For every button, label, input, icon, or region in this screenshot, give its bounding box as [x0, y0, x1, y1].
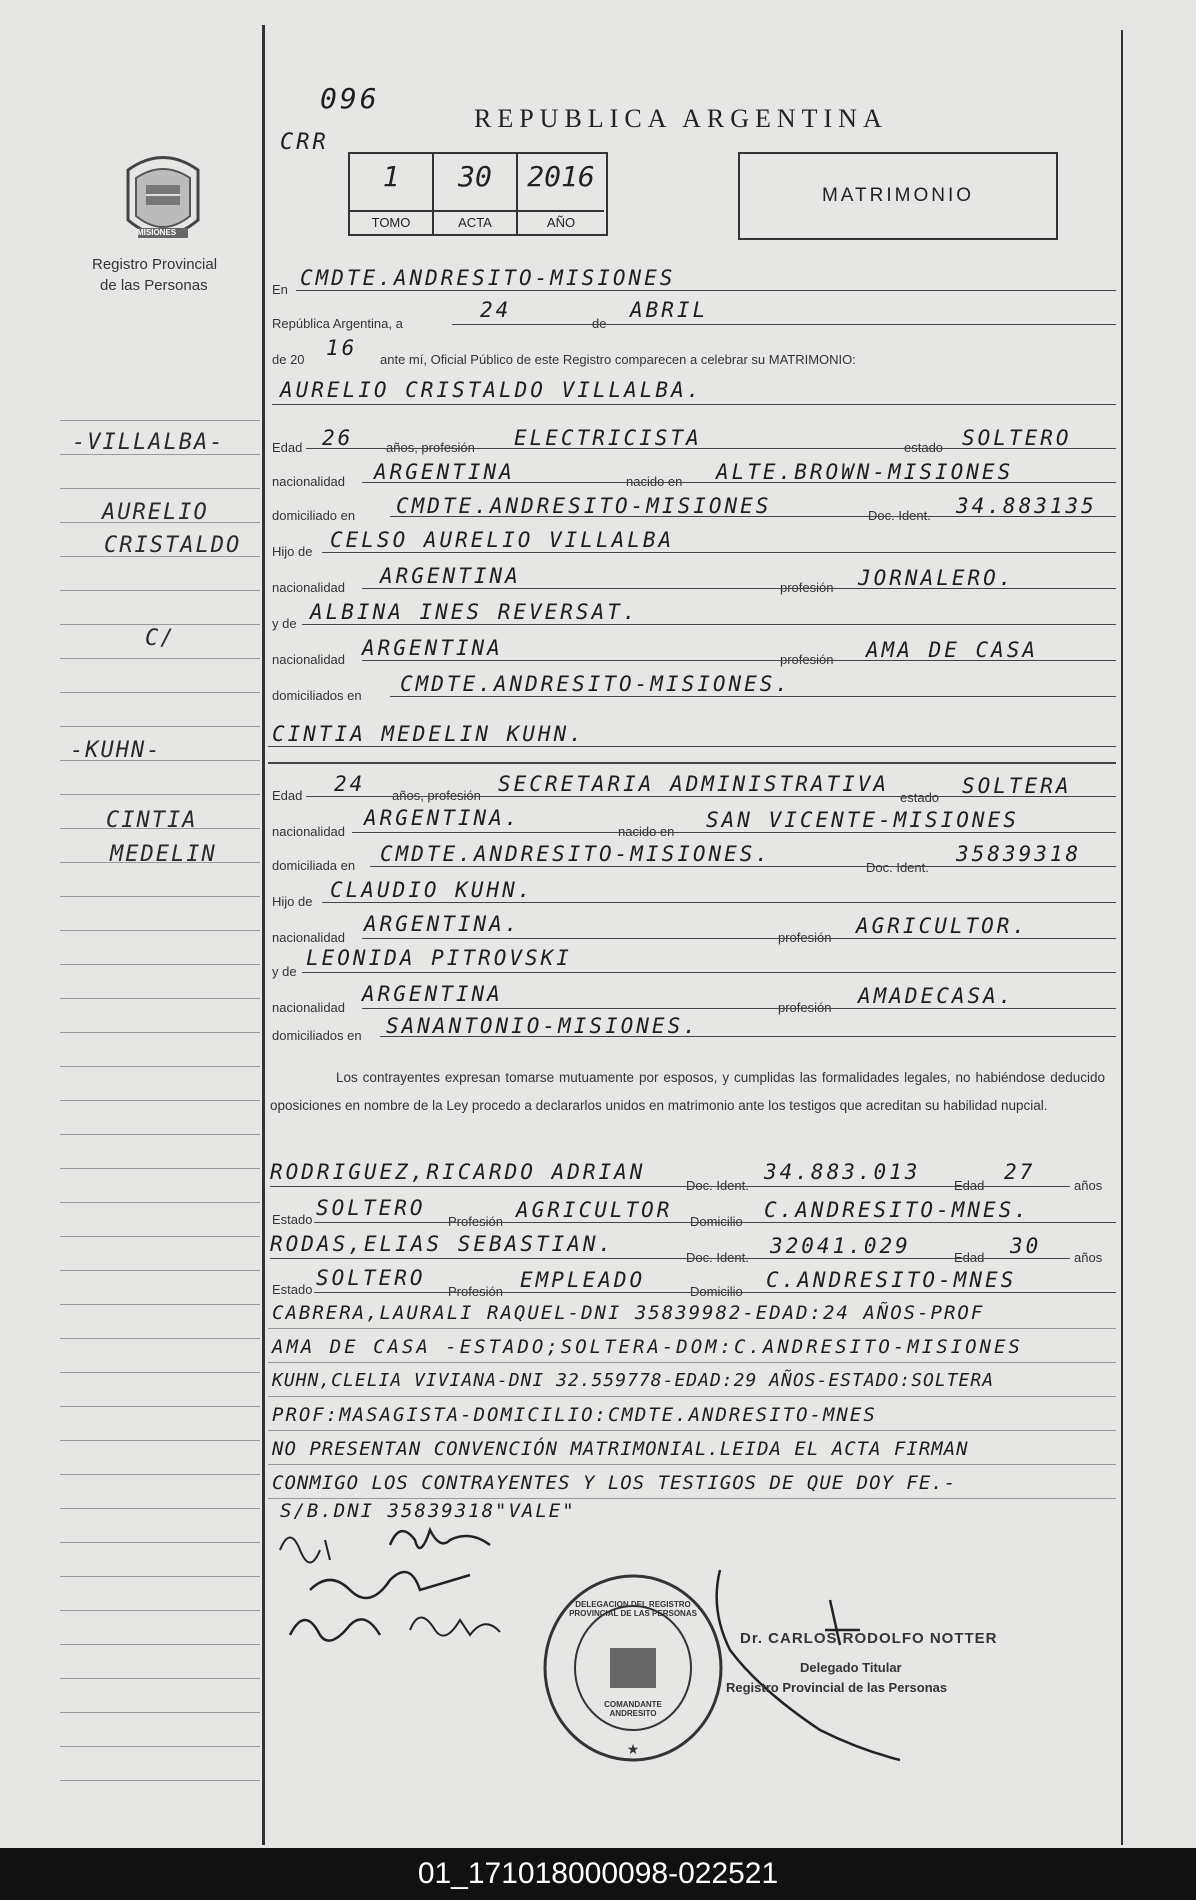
groom-nationality: ARGENTINA	[374, 460, 515, 484]
rule	[268, 1498, 1116, 1499]
label-y-de: y de	[272, 616, 297, 631]
official-role: Delegado Titular	[800, 1660, 902, 1675]
label-nacionalidad: nacionalidad	[272, 474, 346, 489]
note-line: CONMIGO LOS CONTRAYENTES Y LOS TESTIGOS DE QUE DOY FE.-	[272, 1472, 957, 1494]
witness2-age: 30	[1010, 1234, 1042, 1258]
official-registry: Registro Provincial de las Personas	[726, 1680, 948, 1695]
stamp-ring-text: DELEGACION DEL REGISTRO PROVINCIAL DE LAS PERSONAS	[569, 1600, 697, 1618]
left-ruled-line	[60, 1440, 260, 1441]
label-nacionalidad: nacionalidad	[272, 652, 346, 667]
bride-father: CLAUDIO KUHN.	[330, 878, 534, 902]
witness2-domicile: C.ANDRESITO-MNES	[766, 1268, 1017, 1292]
tomo-label: TOMO	[350, 210, 432, 234]
rule	[306, 448, 1116, 449]
label-anios-profesion: años, profesión	[386, 440, 475, 455]
margin-connector: C/	[145, 626, 176, 651]
witness1-doc: 34.883.013	[764, 1160, 921, 1184]
label-hijo-de: Hijo de	[272, 894, 313, 909]
bride-domicile: CMDTE.ANDRESITO-MISIONES.	[380, 842, 772, 866]
bride-mother-profession: AMADECASA.	[858, 984, 1015, 1008]
witness1-profession: AGRICULTOR	[516, 1198, 673, 1222]
acta-value: 30	[458, 160, 492, 193]
note-line: CABRERA,LAURALI RAQUEL-DNI 35839982-EDAD:24 AÑOS-PROF	[272, 1302, 985, 1324]
left-ruled-line	[60, 624, 260, 625]
bride-mother-nationality: ARGENTINA	[362, 982, 503, 1006]
bride-mother: LEONIDA PITROVSKI	[306, 946, 572, 970]
registry-name-line1: Registro Provincial	[92, 256, 218, 273]
label-estado: estado	[900, 790, 940, 805]
left-ruled-line	[60, 590, 260, 591]
label-nacido-en: nacido en	[618, 824, 675, 839]
rule	[322, 552, 1116, 553]
act-day: 24	[480, 298, 512, 322]
rule	[362, 482, 1116, 483]
left-ruled-line	[60, 1236, 260, 1237]
rule	[268, 1464, 1116, 1465]
note-line: KUHN,CLELIA VIVIANA-DNI 32.559778-EDAD:29 AÑOS-ESTADO:SOLTERA	[272, 1370, 995, 1391]
label-estado: estado	[904, 440, 944, 455]
rule	[362, 588, 1116, 589]
rule	[268, 746, 1116, 747]
stamp-inner-text: COMANDANTE ANDRESITO	[604, 1700, 662, 1718]
rule	[268, 1328, 1116, 1329]
groom-status: SOLTERO	[962, 426, 1072, 450]
label-en: En	[272, 282, 288, 297]
rule	[296, 290, 1116, 291]
groom-domicile: CMDTE.ANDRESITO-MISIONES	[396, 494, 772, 518]
left-ruled-line	[60, 1746, 260, 1747]
tomo-value: 1	[382, 160, 400, 193]
anio-cell	[518, 154, 604, 234]
witness1-name: RODRIGUEZ,RICARDO ADRIAN	[270, 1160, 646, 1184]
label-profesion: profesión	[780, 652, 834, 667]
groom-mother-nationality: ARGENTINA	[362, 636, 503, 660]
label-anios-profesion: años, profesión	[392, 788, 481, 803]
label-domiciliada-en: domiciliada en	[272, 858, 356, 873]
label-nacido-en: nacido en	[626, 474, 683, 489]
rule	[390, 516, 1116, 517]
bride-age: 24	[334, 772, 366, 796]
groom-father-nationality: ARGENTINA	[380, 564, 521, 588]
document-title: REPUBLICA ARGENTINA	[474, 104, 888, 133]
left-ruled-line	[60, 896, 260, 897]
rule	[268, 1430, 1116, 1431]
rule	[268, 1362, 1116, 1363]
left-ruled-line	[60, 1202, 260, 1203]
left-ruled-line	[60, 1270, 260, 1271]
left-ruled-line	[60, 1372, 260, 1373]
label-domicilio: Domicilio	[690, 1284, 743, 1299]
groom-father: CELSO AURELIO VILLALBA	[330, 528, 675, 552]
label-ante-mi: ante mí, Oficial Público de este Registro comparecen a celebrar su MATRIMONIO:	[380, 352, 856, 367]
bride-doc: 35839318	[956, 842, 1082, 866]
left-ruled-line	[60, 1100, 260, 1101]
left-ruled-line	[60, 692, 260, 693]
label-profesion: Profesión	[448, 1214, 503, 1229]
label-profesion: profesión	[780, 580, 834, 595]
left-ruled-line	[60, 488, 260, 489]
margin-groom-surname: -VILLALBA-	[72, 430, 225, 455]
rule	[302, 624, 1116, 625]
rule	[380, 1036, 1116, 1037]
left-ruled-line	[60, 726, 260, 727]
label-profesion: profesión	[778, 1000, 832, 1015]
bride-nationality: ARGENTINA.	[364, 806, 521, 830]
margin-bride-surname: -KUHN-	[70, 738, 162, 763]
left-ruled-line	[60, 1474, 260, 1475]
label-domiciliados-en: domiciliados en	[272, 688, 362, 703]
margin-groom-name1: AURELIO	[102, 500, 209, 525]
rule	[268, 762, 1116, 764]
svg-text:★: ★	[626, 1741, 640, 1757]
rule	[362, 1008, 1116, 1009]
bride-father-profession: AGRICULTOR.	[856, 914, 1029, 938]
label-nacionalidad: nacionalidad	[272, 580, 346, 595]
witness1-status: SOLTERO	[316, 1196, 426, 1220]
bride-full-name: CINTIA MEDELIN KUHN.	[272, 722, 585, 746]
anio-label: AÑO	[518, 210, 604, 234]
label-nacionalidad: nacionalidad	[272, 1000, 346, 1015]
rule	[362, 660, 1116, 661]
label-doc-ident: Doc. Ident.	[686, 1250, 749, 1265]
footer-id: 01_171018000098-022521	[0, 1848, 1196, 1900]
label-nacionalidad: nacionalidad	[272, 824, 346, 839]
bride-profession: SECRETARIA ADMINISTRATIVA	[498, 772, 890, 796]
witness1-age: 27	[1004, 1160, 1036, 1184]
groom-full-name: AURELIO CRISTALDO VILLALBA.	[280, 378, 703, 402]
label-edad: Edad	[954, 1250, 985, 1265]
label-de: de	[592, 316, 607, 331]
document-type-label: MATRIMONIO	[821, 185, 975, 206]
left-ruled-line	[60, 1576, 260, 1577]
note-line: NO PRESENTAN CONVENCIÓN MATRIMONIAL.LEIDA EL ACTA FIRMAN	[272, 1438, 969, 1460]
rule	[452, 324, 1116, 325]
label-y-de: y de	[272, 964, 297, 979]
tomo-cell	[350, 154, 434, 234]
rule	[314, 1292, 1116, 1293]
act-place: CMDTE.ANDRESITO-MISIONES	[300, 266, 676, 290]
left-ruled-line	[60, 1678, 260, 1679]
left-ruled-line	[60, 1168, 260, 1169]
groom-parents-domicile: CMDTE.ANDRESITO-MISIONES.	[400, 672, 792, 696]
left-ruled-line	[60, 1066, 260, 1067]
witness2-doc: 32041.029	[770, 1234, 911, 1258]
witness1-domicile: C.ANDRESITO-MNES.	[764, 1198, 1030, 1222]
witness2-status: SOLTERO	[316, 1266, 426, 1290]
registry-ref-box	[348, 152, 608, 236]
rule	[272, 404, 1116, 405]
left-ruled-line	[60, 658, 260, 659]
groom-age: 26	[322, 426, 354, 450]
left-ruled-line	[60, 1304, 260, 1305]
label-de-20: de 20	[272, 352, 305, 367]
note-line: S/B.DNI 35839318"VALE"	[280, 1500, 576, 1522]
rule	[306, 796, 1116, 797]
left-ruled-line	[60, 1338, 260, 1339]
label-profesion: Profesión	[448, 1284, 503, 1299]
signatures-icon	[270, 1520, 550, 1670]
left-ruled-line	[60, 1134, 260, 1135]
folio-number: 096	[320, 82, 380, 115]
label-estado: Estado	[272, 1212, 313, 1227]
label-edad: Edad	[272, 440, 303, 455]
rule	[370, 866, 1116, 867]
label-domiciliados-en: domiciliados en	[272, 1028, 362, 1043]
bride-father-nationality: ARGENTINA.	[364, 912, 521, 936]
left-margin-line	[262, 25, 265, 1845]
left-ruled-line	[60, 930, 260, 931]
margin-bride-name1: CINTIA	[106, 808, 198, 833]
margin-bride-name2: MEDELIN	[110, 842, 217, 867]
witness2-profession: EMPLEADO	[520, 1268, 646, 1292]
seal-caption: MISIONES	[137, 228, 177, 237]
label-doc-ident: Doc. Ident.	[866, 860, 929, 875]
note-line: PROF:MASAGISTA-DOMICILIO:CMDTE.ANDRESITO-MNES	[272, 1404, 877, 1426]
groom-doc: 34.883135	[956, 494, 1097, 518]
label-anios: años	[1074, 1178, 1103, 1193]
left-ruled-line	[60, 1610, 260, 1611]
label-edad: Edad	[954, 1178, 985, 1193]
acta-cell	[434, 154, 518, 234]
label-profesion: profesión	[778, 930, 832, 945]
groom-mother-profession: AMA DE CASA	[866, 638, 1039, 662]
anio-value: 2016	[527, 160, 595, 193]
act-year: 16	[326, 336, 358, 360]
margin-groom-name2: CRISTALDO	[104, 533, 242, 558]
left-ruled-line	[60, 1032, 260, 1033]
rule	[314, 1222, 1116, 1223]
left-ruled-line	[60, 1542, 260, 1543]
act-month: ABRIL	[630, 298, 709, 322]
label-domicilio: Domicilio	[690, 1214, 743, 1229]
groom-father-profession: JORNALERO.	[858, 566, 1015, 590]
bride-born-in: SAN VICENTE-MISIONES	[706, 808, 1019, 832]
registrar-initials: CRR	[280, 130, 329, 155]
rule	[268, 1396, 1116, 1397]
label-estado: Estado	[272, 1282, 313, 1297]
acta-label: ACTA	[434, 210, 516, 234]
bride-parents-domicile: SANANTONIO-MISIONES.	[386, 1014, 699, 1038]
label-doc-ident: Doc. Ident.	[686, 1178, 749, 1193]
label-domiciliado-en: domiciliado en	[272, 508, 356, 523]
label-edad: Edad	[272, 788, 303, 803]
left-ruled-line	[60, 1508, 260, 1509]
registry-name-line2: de las Personas	[100, 277, 208, 294]
label-doc-ident: Doc. Ident.	[868, 508, 931, 523]
left-ruled-line	[60, 1780, 260, 1781]
left-ruled-line	[60, 964, 260, 965]
right-margin-line	[1121, 30, 1123, 1845]
rule	[352, 832, 1116, 833]
label-nacionalidad: nacionalidad	[272, 930, 346, 945]
rule	[362, 938, 1116, 939]
left-ruled-line	[60, 1712, 260, 1713]
note-line: AMA DE CASA -ESTADO;SOLTERA-DOM:C.ANDRESITO-MISIONES	[272, 1336, 1023, 1358]
rule	[270, 1258, 1070, 1259]
rule	[270, 1186, 1070, 1187]
groom-profession: ELECTRICISTA	[514, 426, 702, 450]
witness2-name: RODAS,ELIAS SEBASTIAN.	[270, 1232, 615, 1256]
rule	[322, 902, 1116, 903]
bride-status: SOLTERA	[962, 774, 1072, 798]
document-type-box	[738, 152, 1058, 240]
official-name: Dr. CARLOS RODOLFO NOTTER	[740, 1630, 998, 1647]
label-hijo-de: Hijo de	[272, 544, 313, 559]
groom-mother: ALBINA INES REVERSAT.	[310, 600, 639, 624]
rule	[390, 696, 1116, 697]
left-ruled-line	[60, 1644, 260, 1645]
groom-born-in: ALTE.BROWN-MISIONES	[716, 460, 1014, 484]
label-republica: República Argentina, a	[272, 316, 403, 331]
left-ruled-line	[60, 1406, 260, 1407]
declaration-text: Los contrayentes expresan tomarse mutuamente por esposos, y cumplidas las formalidades legales, no habiéndose deducido oposiciones en nombre de la Ley procedo a declararlos unidos en matrimonio ante los testigos que acreditan su habilidad nupcial.	[270, 1070, 1105, 1113]
label-anios: años	[1074, 1250, 1103, 1265]
left-ruled-line	[60, 420, 260, 421]
left-ruled-line	[60, 998, 260, 999]
left-ruled-line	[60, 794, 260, 795]
rule	[302, 972, 1116, 973]
